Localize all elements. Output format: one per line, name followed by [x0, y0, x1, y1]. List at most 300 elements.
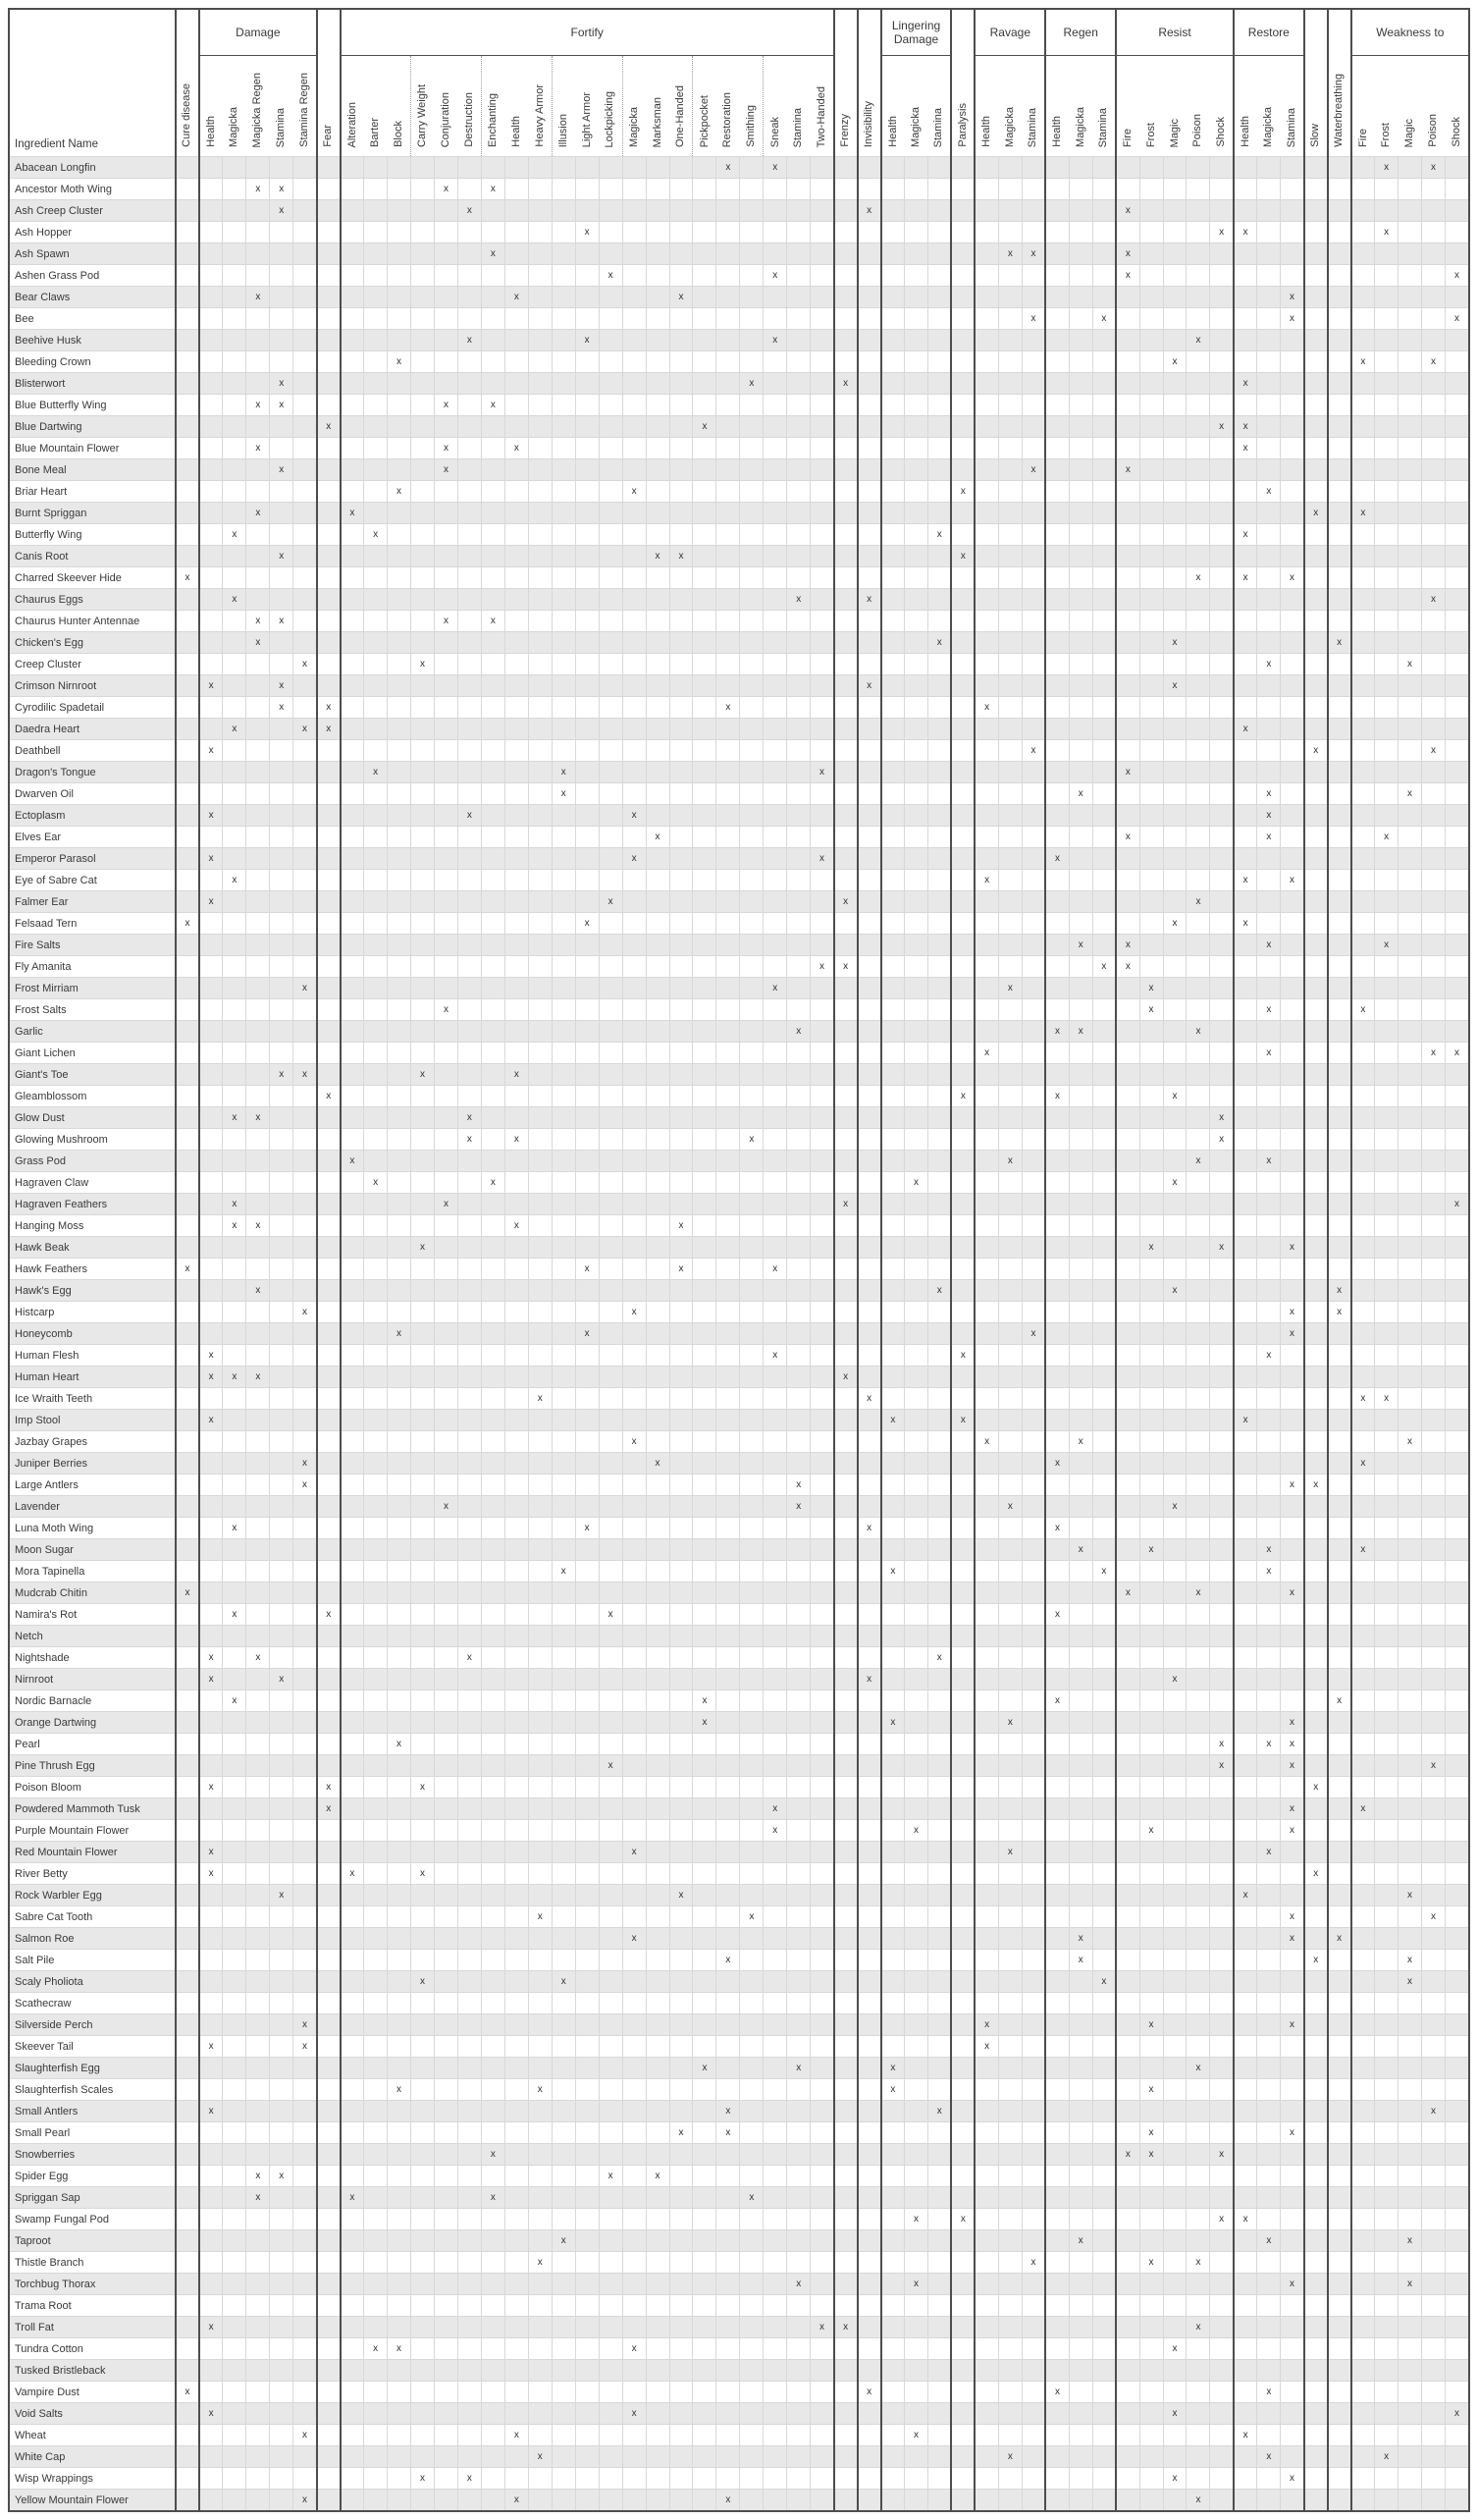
effect-cell — [504, 740, 528, 762]
effect-cell — [858, 243, 881, 265]
effect-cell — [669, 1669, 693, 1690]
effect-cell — [693, 1388, 716, 1410]
effect-cell — [364, 589, 388, 611]
effect-cell — [1351, 1043, 1375, 1064]
effect-cell — [1422, 1647, 1446, 1669]
effect-cell — [270, 1690, 293, 1712]
effect-cell — [1351, 1237, 1375, 1259]
effect-cell — [1257, 416, 1281, 438]
effect-cell — [764, 1712, 787, 1734]
effect-cell — [1092, 459, 1116, 481]
effect-cell — [1163, 546, 1187, 567]
effect-cell — [646, 805, 669, 827]
effect-cell — [1210, 1539, 1234, 1561]
effect-cell — [199, 243, 223, 265]
effect-cell — [199, 1151, 223, 1172]
effect-cell — [622, 1259, 646, 1280]
effect-cell — [528, 697, 552, 719]
effect-cell — [1304, 848, 1328, 870]
column-label-text: Magicka — [228, 107, 240, 147]
effect-cell — [1045, 1107, 1069, 1129]
effect-cell — [1045, 1842, 1069, 1863]
effect-cell — [1210, 1863, 1234, 1885]
effect-cell — [364, 1755, 388, 1777]
effect-cell — [599, 697, 622, 719]
effect-cell — [1351, 459, 1375, 481]
effect-cell — [434, 1755, 457, 1777]
effect-cell — [1351, 1431, 1375, 1453]
effect-cell — [528, 157, 552, 179]
effect-cell — [905, 1302, 928, 1323]
effect-cell: x — [223, 524, 246, 546]
effect-cell — [1422, 611, 1446, 632]
effect-cell — [1022, 1453, 1045, 1474]
effect-cell — [246, 1582, 270, 1604]
effect-cell — [364, 1453, 388, 1474]
effect-cell — [881, 1172, 905, 1194]
effect-cell — [434, 1388, 457, 1410]
effect-cell — [646, 1561, 669, 1582]
effect-cell — [1234, 1647, 1257, 1669]
effect-cell — [599, 1453, 622, 1474]
effect-cell — [1210, 740, 1234, 762]
effect-cell — [1187, 546, 1210, 567]
effect-cell — [928, 1863, 952, 1885]
effect-cell — [176, 1151, 199, 1172]
ingredient-name-cell: Dragon's Tongue — [9, 762, 176, 783]
effect-cell — [811, 1712, 834, 1734]
effect-cell — [317, 481, 341, 503]
effect-cell — [905, 1582, 928, 1604]
effect-cell — [646, 697, 669, 719]
effect-cell — [270, 1950, 293, 1971]
effect-cell — [317, 1820, 341, 1842]
effect-cell — [1375, 1928, 1399, 1950]
effect-cell — [1422, 783, 1446, 805]
effect-cell — [1351, 935, 1375, 956]
effect-cell — [199, 1993, 223, 2014]
effect-cell — [1092, 632, 1116, 654]
effect-cell — [905, 978, 928, 999]
effect-cell — [951, 719, 975, 740]
effect-cell — [928, 503, 952, 524]
effect-cell: x — [388, 481, 411, 503]
effect-cell — [716, 1086, 740, 1107]
effect-cell — [223, 157, 246, 179]
effect-cell — [1022, 589, 1045, 611]
table-body — [9, 157, 1469, 2512]
effect-cell: x — [1045, 1690, 1069, 1712]
effect-cell — [599, 395, 622, 416]
effect-cell — [504, 1798, 528, 1820]
effect-cell — [928, 783, 952, 805]
effect-cell — [434, 1302, 457, 1323]
column-label-text: Two-Handed — [815, 85, 827, 147]
effect-cell — [575, 1086, 599, 1107]
effect-cell — [552, 1496, 575, 1518]
effect-cell — [1281, 805, 1304, 827]
effect-cell — [317, 1690, 341, 1712]
effect-cell — [881, 1539, 905, 1561]
effect-cell — [1092, 567, 1116, 589]
effect-cell — [1445, 179, 1469, 200]
effect-cell — [669, 1302, 693, 1323]
effect-cell — [951, 1798, 975, 1820]
effect-cell — [270, 1561, 293, 1582]
effect-cell — [998, 330, 1022, 351]
effect-cell — [552, 459, 575, 481]
effect-cell — [176, 438, 199, 459]
effect-cell — [1422, 632, 1446, 654]
effect-cell — [1445, 416, 1469, 438]
effect-cell — [951, 999, 975, 1021]
effect-cell — [1399, 611, 1422, 632]
effect-cell — [787, 1734, 811, 1755]
effect-cell — [575, 805, 599, 827]
effect-cell — [764, 762, 787, 783]
effect-cell: x — [1116, 762, 1139, 783]
effect-cell — [1187, 1712, 1210, 1734]
effect-cell — [1045, 265, 1069, 287]
table-row — [9, 1107, 1469, 1129]
table-row — [9, 546, 1469, 567]
effect-cell — [740, 848, 764, 870]
effect-cell — [669, 1755, 693, 1777]
effect-cell — [528, 654, 552, 675]
effect-cell — [740, 1431, 764, 1453]
column-label-text: Light Armor — [580, 91, 593, 147]
effect-cell — [1281, 1064, 1304, 1086]
effect-cell — [975, 481, 998, 503]
effect-cell — [1281, 416, 1304, 438]
effect-cell — [764, 1518, 787, 1539]
effect-cell — [270, 827, 293, 848]
effect-cell — [388, 1086, 411, 1107]
effect-cell — [528, 546, 552, 567]
effect-cell — [223, 1734, 246, 1755]
effect-cell — [1210, 438, 1234, 459]
effect-cell — [1163, 373, 1187, 395]
effect-cell — [669, 481, 693, 503]
effect-cell — [1257, 891, 1281, 913]
effect-cell — [199, 1539, 223, 1561]
effect-cell — [364, 287, 388, 308]
effect-cell — [622, 1950, 646, 1971]
effect-cell — [1304, 1215, 1328, 1237]
effect-cell — [528, 1367, 552, 1388]
effect-cell — [787, 179, 811, 200]
effect-cell — [341, 373, 364, 395]
effect-cell — [1163, 1129, 1187, 1151]
effect-cell — [858, 1107, 881, 1129]
column-label-text: Frost — [1144, 122, 1157, 147]
effect-cell — [1210, 524, 1234, 546]
effect-cell — [1399, 1561, 1422, 1582]
effect-cell — [552, 1885, 575, 1906]
column-label-text: Magicka — [627, 107, 640, 147]
effect-cell — [1234, 783, 1257, 805]
effect-cell — [388, 1561, 411, 1582]
effect-cell — [764, 438, 787, 459]
effect-cell — [881, 999, 905, 1021]
effect-cell — [764, 1539, 787, 1561]
table-row — [9, 978, 1469, 999]
column-group-spacer — [951, 9, 975, 56]
effect-cell — [1375, 1863, 1399, 1885]
effect-cell — [975, 1863, 998, 1885]
effect-cell: x — [246, 611, 270, 632]
effect-cell — [1281, 956, 1304, 978]
effect-cell — [1234, 1561, 1257, 1582]
effect-cell — [199, 1604, 223, 1626]
effect-cell — [1445, 438, 1469, 459]
effect-cell — [1281, 1259, 1304, 1280]
effect-cell — [1139, 287, 1163, 308]
effect-cell — [528, 1604, 552, 1626]
ingredient-name-cell: Emperor Parasol — [9, 848, 176, 870]
effect-cell — [716, 848, 740, 870]
effect-cell — [998, 805, 1022, 827]
effect-cell — [881, 1798, 905, 1820]
effect-cell — [199, 870, 223, 891]
effect-cell — [575, 287, 599, 308]
effect-cell — [646, 870, 669, 891]
effect-cell — [1069, 1626, 1092, 1647]
effect-cell — [434, 503, 457, 524]
effect-cell — [411, 1496, 435, 1518]
effect-cell — [575, 1215, 599, 1237]
effect-cell — [1445, 459, 1469, 481]
effect-cell — [176, 719, 199, 740]
effect-cell — [928, 1842, 952, 1863]
effect-cell — [858, 762, 881, 783]
effect-cell — [599, 1734, 622, 1755]
effect-cell — [1092, 1539, 1116, 1561]
ingredient-name-cell: Imp Stool — [9, 1410, 176, 1431]
effect-cell — [1139, 524, 1163, 546]
effect-cell — [176, 1626, 199, 1647]
effect-cell — [1375, 762, 1399, 783]
effect-cell — [1210, 373, 1234, 395]
effect-cell — [881, 1842, 905, 1863]
effect-cell — [740, 1777, 764, 1798]
effect-cell: x — [481, 243, 504, 265]
effect-cell — [1399, 395, 1422, 416]
effect-cell — [716, 416, 740, 438]
effect-cell — [998, 1388, 1022, 1410]
effect-cell — [1422, 891, 1446, 913]
effect-cell — [1281, 1345, 1304, 1367]
effect-cell — [246, 589, 270, 611]
effect-cell — [341, 1669, 364, 1690]
effect-cell — [1351, 1172, 1375, 1194]
effect-cell — [811, 891, 834, 913]
effect-cell — [341, 1712, 364, 1734]
effect-cell — [599, 1345, 622, 1367]
effect-cell — [1399, 1172, 1422, 1194]
effect-cell — [811, 589, 834, 611]
table-row — [9, 891, 1469, 913]
ingredient-name-cell: Red Mountain Flower — [9, 1842, 176, 1863]
effect-cell — [1399, 1777, 1422, 1798]
effect-cell — [223, 200, 246, 222]
effect-cell: x — [552, 1971, 575, 1993]
effect-cell — [1399, 287, 1422, 308]
effect-cell — [317, 1539, 341, 1561]
effect-cell: x — [293, 1453, 317, 1474]
effect-cell — [317, 373, 341, 395]
effect-cell — [951, 1906, 975, 1928]
effect-cell — [246, 222, 270, 243]
effect-cell — [1022, 438, 1045, 459]
effect-cell — [646, 1712, 669, 1734]
effect-cell — [388, 179, 411, 200]
ingredient-name-cell: Charred Skeever Hide — [9, 567, 176, 589]
effect-cell — [575, 1129, 599, 1151]
effect-cell — [270, 783, 293, 805]
effect-cell — [1422, 546, 1446, 567]
effect-cell — [1163, 481, 1187, 503]
effect-cell — [1022, 697, 1045, 719]
effect-cell — [693, 1086, 716, 1107]
effect-cell — [858, 1215, 881, 1237]
effect-cell — [1445, 1453, 1469, 1474]
effect-cell — [599, 1561, 622, 1582]
effect-cell — [716, 1863, 740, 1885]
effect-cell — [411, 459, 435, 481]
effect-cell — [434, 1323, 457, 1345]
effect-cell — [1328, 1820, 1351, 1842]
effect-cell — [1187, 956, 1210, 978]
effect-cell — [998, 1215, 1022, 1237]
effect-cell — [693, 1259, 716, 1280]
effect-cell — [293, 373, 317, 395]
effect-cell — [740, 179, 764, 200]
effect-cell — [1163, 719, 1187, 740]
effect-cell — [1116, 1107, 1139, 1129]
effect-cell — [975, 956, 998, 978]
effect-cell — [1163, 1237, 1187, 1259]
effect-cell: x — [199, 1647, 223, 1669]
effect-cell — [811, 481, 834, 503]
effect-cell — [716, 373, 740, 395]
effect-cell — [411, 1129, 435, 1151]
effect-cell — [1210, 1043, 1234, 1064]
effect-cell — [364, 308, 388, 330]
effect-cell — [905, 1885, 928, 1906]
effect-cell — [740, 805, 764, 827]
effect-cell — [1234, 675, 1257, 697]
effect-cell — [599, 1582, 622, 1604]
effect-cell: x — [481, 611, 504, 632]
effect-cell — [270, 1410, 293, 1431]
effect-cell — [622, 330, 646, 351]
effect-cell — [223, 416, 246, 438]
table-row — [9, 200, 1469, 222]
effect-cell — [1092, 1021, 1116, 1043]
column-label-text: Invisibility — [863, 100, 875, 147]
effect-cell — [176, 1798, 199, 1820]
effect-cell — [1092, 891, 1116, 913]
effect-cell — [646, 1107, 669, 1129]
effect-cell — [246, 351, 270, 373]
effect-cell — [223, 1410, 246, 1431]
effect-cell — [998, 1453, 1022, 1474]
effect-cell: x — [834, 1194, 858, 1215]
effect-cell — [411, 1734, 435, 1755]
effect-cell — [1445, 524, 1469, 546]
effect-cell — [811, 1755, 834, 1777]
effect-cell — [1022, 351, 1045, 373]
effect-cell — [834, 1453, 858, 1474]
effect-cell — [1022, 373, 1045, 395]
effect-cell — [716, 1259, 740, 1280]
effect-cell — [928, 1604, 952, 1626]
effect-cell — [270, 1712, 293, 1734]
effect-cell — [1187, 827, 1210, 848]
effect-cell — [646, 1669, 669, 1690]
effect-cell — [1375, 1820, 1399, 1842]
effect-cell — [1445, 1626, 1469, 1647]
effect-cell — [975, 1129, 998, 1151]
effect-cell — [1281, 1280, 1304, 1302]
effect-cell — [599, 1626, 622, 1647]
effect-cell — [787, 1863, 811, 1885]
effect-cell — [457, 891, 481, 913]
effect-cell — [599, 956, 622, 978]
effect-cell — [1163, 1518, 1187, 1539]
effect-cell: x — [1234, 567, 1257, 589]
effect-cell — [858, 1777, 881, 1798]
effect-cell — [223, 1669, 246, 1690]
effect-cell — [1234, 1755, 1257, 1777]
effect-cell — [1234, 891, 1257, 913]
effect-cell — [905, 395, 928, 416]
effect-cell — [1139, 1777, 1163, 1798]
effect-cell — [317, 783, 341, 805]
effect-cell — [1328, 805, 1351, 827]
effect-cell — [1399, 524, 1422, 546]
effect-cell — [1210, 1172, 1234, 1194]
effect-cell: x — [1163, 1496, 1187, 1518]
effect-cell — [881, 1064, 905, 1086]
effect-cell — [1069, 740, 1092, 762]
effect-cell — [1445, 632, 1469, 654]
effect-cell — [599, 978, 622, 999]
effect-cell — [199, 503, 223, 524]
effect-cell — [293, 935, 317, 956]
effect-cell — [646, 1259, 669, 1280]
ingredient-name-cell: Giant Lichen — [9, 1043, 176, 1064]
effect-cell — [199, 416, 223, 438]
effect-cell — [411, 1906, 435, 1928]
effect-cell — [246, 1669, 270, 1690]
effect-cell — [1351, 179, 1375, 200]
effect-cell — [881, 243, 905, 265]
effect-cell — [928, 762, 952, 783]
effect-cell: x — [1234, 1885, 1257, 1906]
effect-cell — [811, 1906, 834, 1928]
effect-cell: x — [1187, 567, 1210, 589]
effect-cell — [599, 1647, 622, 1669]
effect-cell: x — [740, 1906, 764, 1928]
effect-cell — [1116, 1539, 1139, 1561]
column-group-label: Resist — [1116, 9, 1234, 56]
effect-cell: x — [457, 330, 481, 351]
column-label-text: Shock — [1450, 117, 1462, 147]
effect-cell — [646, 1172, 669, 1194]
effect-cell — [1116, 481, 1139, 503]
